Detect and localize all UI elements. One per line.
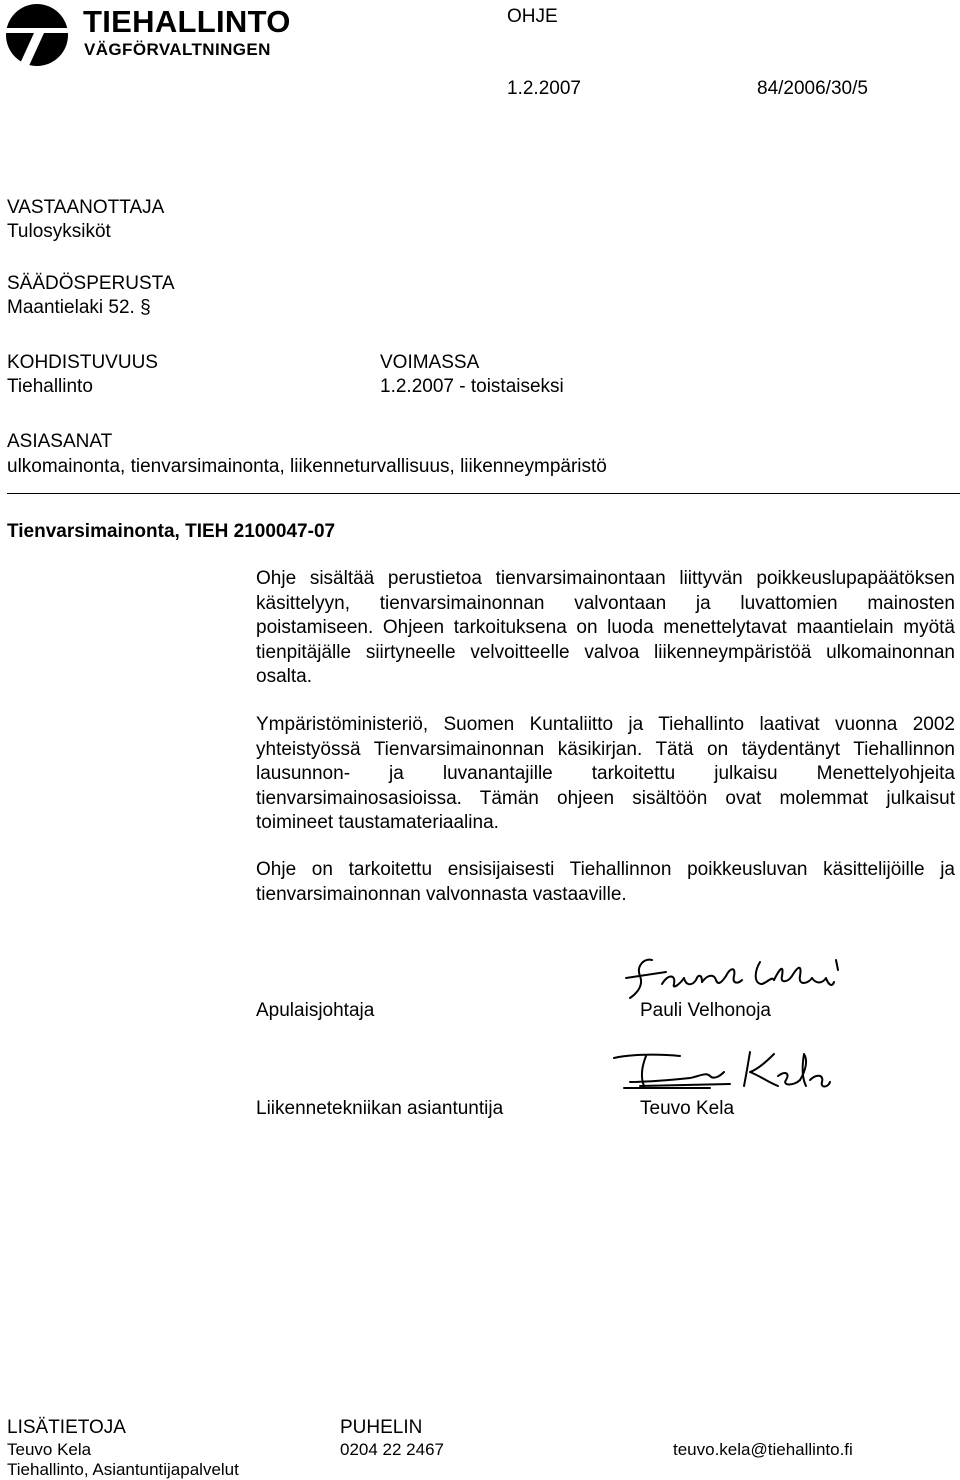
keywords-value: ulkomainonta, tienvarsimainonta, liikenneturvallisuus, liikenneympäristö <box>7 456 607 477</box>
signature-role-2: Liikennetekniikan asiantuntija <box>256 1098 504 1119</box>
body-paragraph-2: Ympäristöministeriö, Suomen Kuntaliitto ja Tiehallinto laativat vuonna 2002 yhteistyössä Tienvarsimainonnan käsikirjan. Tätä on täydentänyt Tiehallinnon lausunnon- ja luvanantajille tarkoitettu julkaisu Menettelyohjeita tienvarsimainosasioissa. Tämän ohjeen sisältöön ovat molemmat julkaisut toimineet taustamateriaalina. <box>256 714 955 833</box>
scope-label: KOHDISTUVUUS <box>7 352 158 373</box>
footer-contact-name: Teuvo Kela <box>7 1440 92 1459</box>
logo-subname: VÄGFÖRVALTNINGEN <box>84 40 271 59</box>
document-reference: 84/2006/30/5 <box>757 78 868 99</box>
recipient-value: Tulosyksiköt <box>7 221 111 242</box>
signature-role-1: Apulaisjohtaja <box>256 1000 375 1021</box>
scope-value: Tiehallinto <box>7 376 93 397</box>
body-paragraph-3: Ohje on tarkoitettu ensisijaisesti Tiehallinnon poikkeusluvan käsittelijöille ja tienvarsimainonnan valvonnasta vastaaville. <box>256 859 955 905</box>
recipient-label: VASTAANOTTAJA <box>7 197 165 218</box>
signature-name-1: Pauli Velhonoja <box>640 1000 771 1021</box>
basis-value: Maantielaki 52. § <box>7 297 151 318</box>
footer-phone: 0204 22 2467 <box>340 1440 444 1459</box>
logo-name: TIEHALLINTO <box>83 4 291 39</box>
valid-value: 1.2.2007 - toistaiseksi <box>380 376 564 397</box>
document-type: OHJE <box>507 6 558 27</box>
valid-label: VOIMASSA <box>380 352 480 373</box>
signature-teuvo-kela <box>610 1046 832 1092</box>
signature-name-2: Teuvo Kela <box>640 1098 735 1119</box>
tiehallinto-logo-mark-icon <box>4 2 74 68</box>
body-paragraph-1: Ohje sisältää perustietoa tienvarsimainontaan liittyvän poikkeuslupapäätöksen käsittelyyn, tienvarsimainonnan valvontaan ja luvattomien mainosten poistamiseen. Ohjeen tarkoituksena on luoda menettelytavat maantielain myötä tienpitäjälle siirtyneelle velvoitteelle valvoa liikenneympäristöä ulkomainonnan osalta. <box>256 568 955 687</box>
document-date: 1.2.2007 <box>507 78 581 99</box>
header-divider <box>7 493 960 494</box>
footer-contact-org: Tiehallinto, Asiantuntijapalvelut <box>7 1460 239 1479</box>
keywords-label: ASIASANAT <box>7 431 113 452</box>
footer-info-label: LISÄTIETOJA <box>7 1417 126 1438</box>
document-title: Tienvarsimainonta, TIEH 2100047-07 <box>7 521 336 542</box>
tiehallinto-logo <box>4 2 291 68</box>
footer-email: teuvo.kela@tiehallinto.fi <box>673 1440 853 1459</box>
footer-phone-label: PUHELIN <box>340 1417 423 1438</box>
signature-pauli-velhonoja <box>622 954 844 1000</box>
basis-label: SÄÄDÖSPERUSTA <box>7 273 175 294</box>
